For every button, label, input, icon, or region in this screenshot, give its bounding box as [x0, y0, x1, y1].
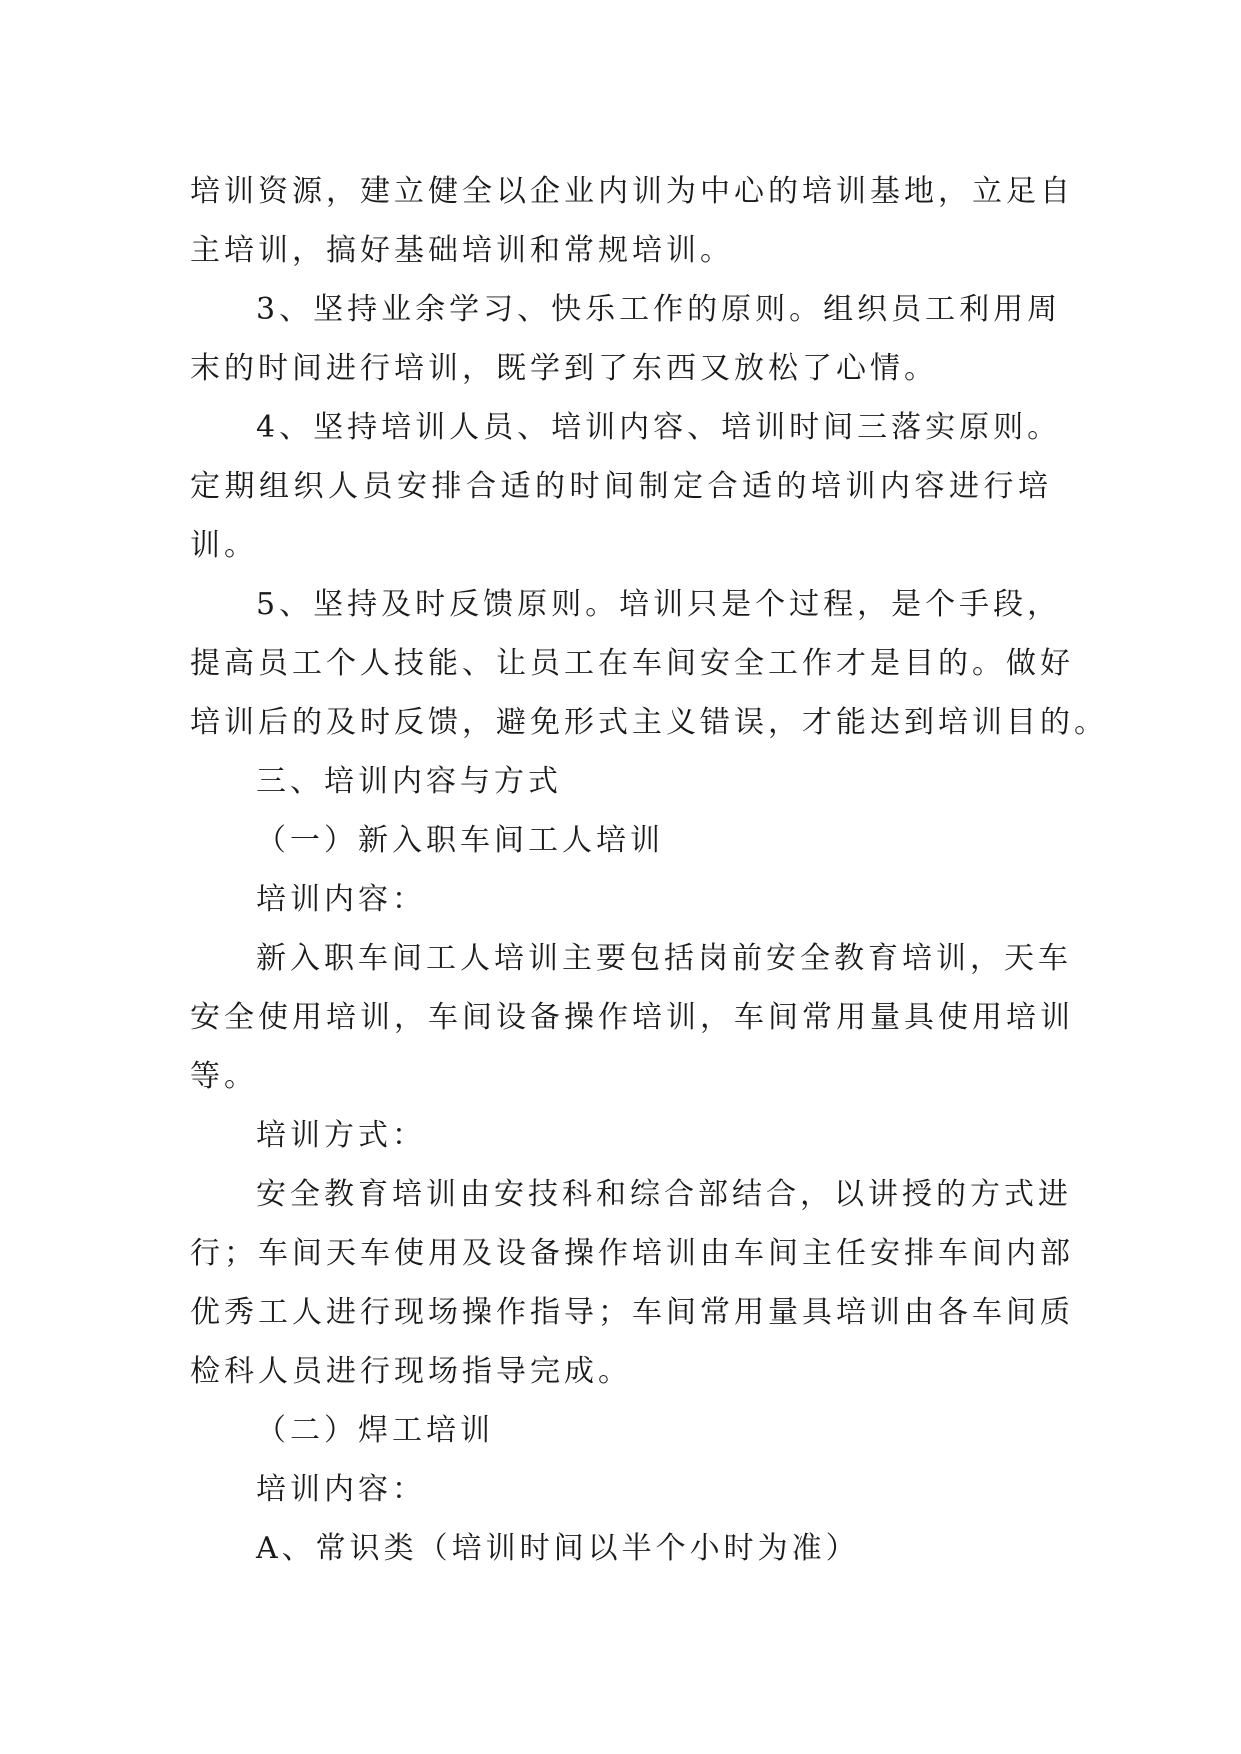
text-line: 训。 — [190, 528, 258, 563]
text-line: 3、坚持业余学习、快乐工作的原则。组织员工利用周 — [256, 292, 1062, 327]
text-line: 安全教育培训由安技科和综合部结合，以讲授的方式进 — [256, 1177, 1072, 1212]
text-line: 优秀工人进行现场操作指导；车间常用量具培训由各车间质 — [190, 1295, 1074, 1330]
document-body — [190, 162, 1108, 1578]
text-line: 5、坚持及时反馈原则。培训只是个过程，是个手段， — [256, 587, 1062, 622]
text-line: 定期组织人员安排合适的时间制定合适的培训内容进行培 — [190, 469, 1052, 504]
subsection-heading: （一）新入职车间工人培训 — [256, 823, 664, 858]
text-line: 检科人员进行现场指导完成。 — [190, 1354, 632, 1389]
text-line: 行；车间天车使用及设备操作培训由车间主任安排车间内部 — [190, 1236, 1074, 1271]
label-line: 培训方式： — [256, 1118, 426, 1153]
text-line: 末的时间进行培训，既学到了东西又放松了心情。 — [190, 351, 938, 386]
text-line: 主培训，搞好基础培训和常规培训。 — [190, 233, 734, 268]
text-line: 提高员工个人技能、让员工在车间安全工作才是目的。做好 — [190, 646, 1074, 681]
text-line: 新入职车间工人培训主要包括岗前安全教育培训，天车 — [256, 941, 1072, 976]
label-line: 培训内容： — [256, 1472, 426, 1507]
label-line: 培训内容： — [256, 882, 426, 917]
text-line: 培训后的及时反馈，避免形式主义错误，才能达到培训目的。 — [190, 705, 1108, 740]
subsection-heading: （二）焊工培训 — [256, 1413, 494, 1448]
text-line: 4、坚持培训人员、培训内容、培训时间三落实原则。 — [256, 410, 1062, 445]
text-line: 等。 — [190, 1059, 258, 1094]
text-line: A、常识类（培训时间以半个小时为准） — [256, 1531, 860, 1566]
text-line: 培训资源，建立健全以企业内训为中心的培训基地，立足自 — [190, 174, 1074, 209]
text-line: 安全使用培训，车间设备操作培训，车间常用量具使用培训 — [190, 1000, 1074, 1035]
section-heading: 三、培训内容与方式 — [256, 764, 562, 799]
